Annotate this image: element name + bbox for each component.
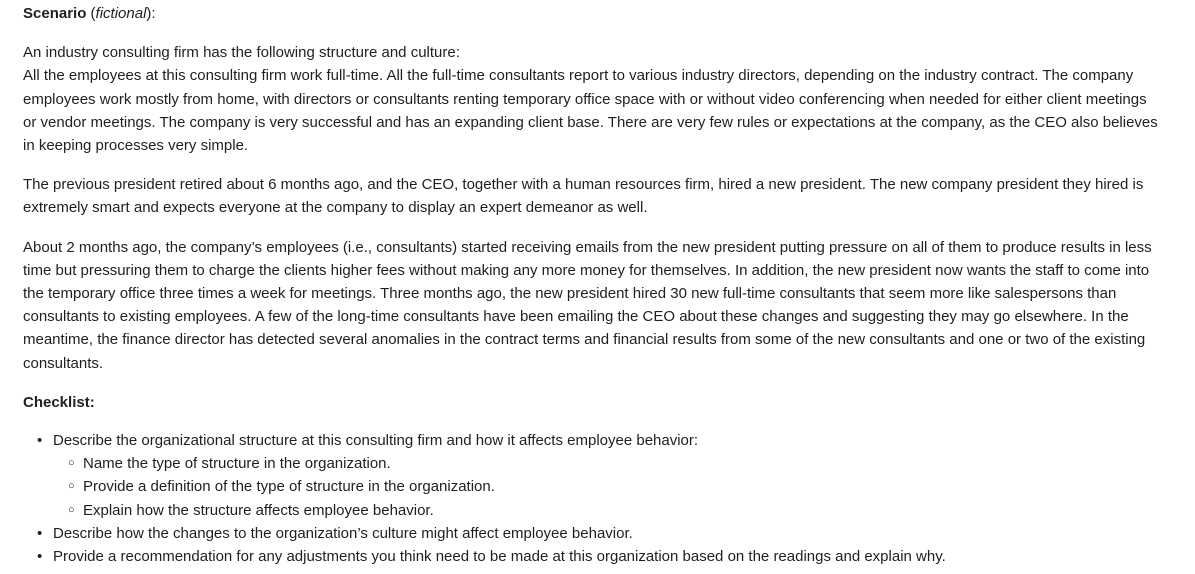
checklist-heading-text: Checklist: bbox=[23, 393, 95, 411]
scenario-qualifier: fictional bbox=[95, 5, 147, 22]
checklist-subitem bbox=[53, 499, 1163, 522]
checklist-sublist bbox=[53, 452, 1163, 522]
intro-block bbox=[23, 41, 1163, 157]
scenario-heading bbox=[23, 2, 1163, 25]
scenario-open-paren: ( bbox=[86, 5, 96, 22]
checklist-heading bbox=[23, 391, 1163, 414]
paragraph-changes: About 2 months ago, the company’s employees (i.e., consultants) started receiving emails from the new president putting pressure on all of them to produce results in less time but pressuring them to charge the clients higher fees without making any more money for themselves. In addition, the new president now wants the staff to come into the temporary office three times a week for meetings. Three months ago, the new president hired 30 new full-time consultants that seem more like salespersons than consultants to existing employees. A few of the long-time consultants have been emailing the CEO about these changes and suggesting they may go elsewhere. In the meantime, the finance director has detected several anomalies in the contract terms and financial results from some of the new consultants and one or two of the existing consultants. bbox=[23, 238, 1152, 372]
hollow-bullet-icon: ○ bbox=[68, 480, 75, 493]
checklist-item-text: Provide a recommendation for any adjustments you think need to be made at this organization based on the readings and explain why. bbox=[53, 548, 946, 566]
scenario-close-paren: ): bbox=[146, 5, 156, 22]
checklist-item bbox=[23, 429, 1163, 522]
hollow-bullet-icon: ○ bbox=[68, 457, 75, 470]
checklist-subitem bbox=[53, 475, 1163, 498]
bullet-icon: • bbox=[37, 432, 43, 450]
checklist-subitem-text: Explain how the structure affects employee behavior. bbox=[83, 501, 434, 519]
checklist-item-text: Describe the organizational structure at this consulting firm and how it affects employee behavior: bbox=[53, 432, 699, 450]
paragraph-new-president: The previous president retired about 6 months ago, and the CEO, together with a human resources firm, hired a new president. The new company president they hired is extremely smart and expects everyone at the company to display an expert demeanor as well. bbox=[23, 176, 1144, 217]
checklist-subitem-text: Name the type of structure in the organization. bbox=[83, 455, 391, 473]
paragraph-structure: All the employees at this consulting firm work full-time. All the full-time consultants report to various industry directors, depending on the industry contract. The company employees work mostly from home, with directors or consultants renting temporary office space with or without video conferencing when needed for either client meetings or vendor meetings. The company is very successful and has an expanding client base. There are very few rules or expectations at the company, as the CEO also believes in keeping processes very simple. bbox=[23, 67, 1158, 155]
document-body bbox=[23, 2, 1163, 568]
checklist-item bbox=[23, 545, 1163, 568]
checklist-subitem-text: Provide a definition of the type of structure in the organization. bbox=[83, 478, 495, 496]
checklist-list bbox=[23, 429, 1163, 568]
bullet-icon: • bbox=[37, 548, 43, 566]
bullet-icon: • bbox=[37, 524, 43, 542]
scenario-label: Scenario bbox=[23, 5, 87, 22]
checklist-item-text: Describe how the changes to the organization’s culture might affect employee behavior. bbox=[53, 524, 633, 542]
hollow-bullet-icon: ○ bbox=[68, 503, 75, 516]
checklist-item bbox=[23, 522, 1163, 545]
checklist-subitem bbox=[53, 452, 1163, 475]
intro-line: An industry consulting firm has the following structure and culture: bbox=[23, 44, 460, 62]
